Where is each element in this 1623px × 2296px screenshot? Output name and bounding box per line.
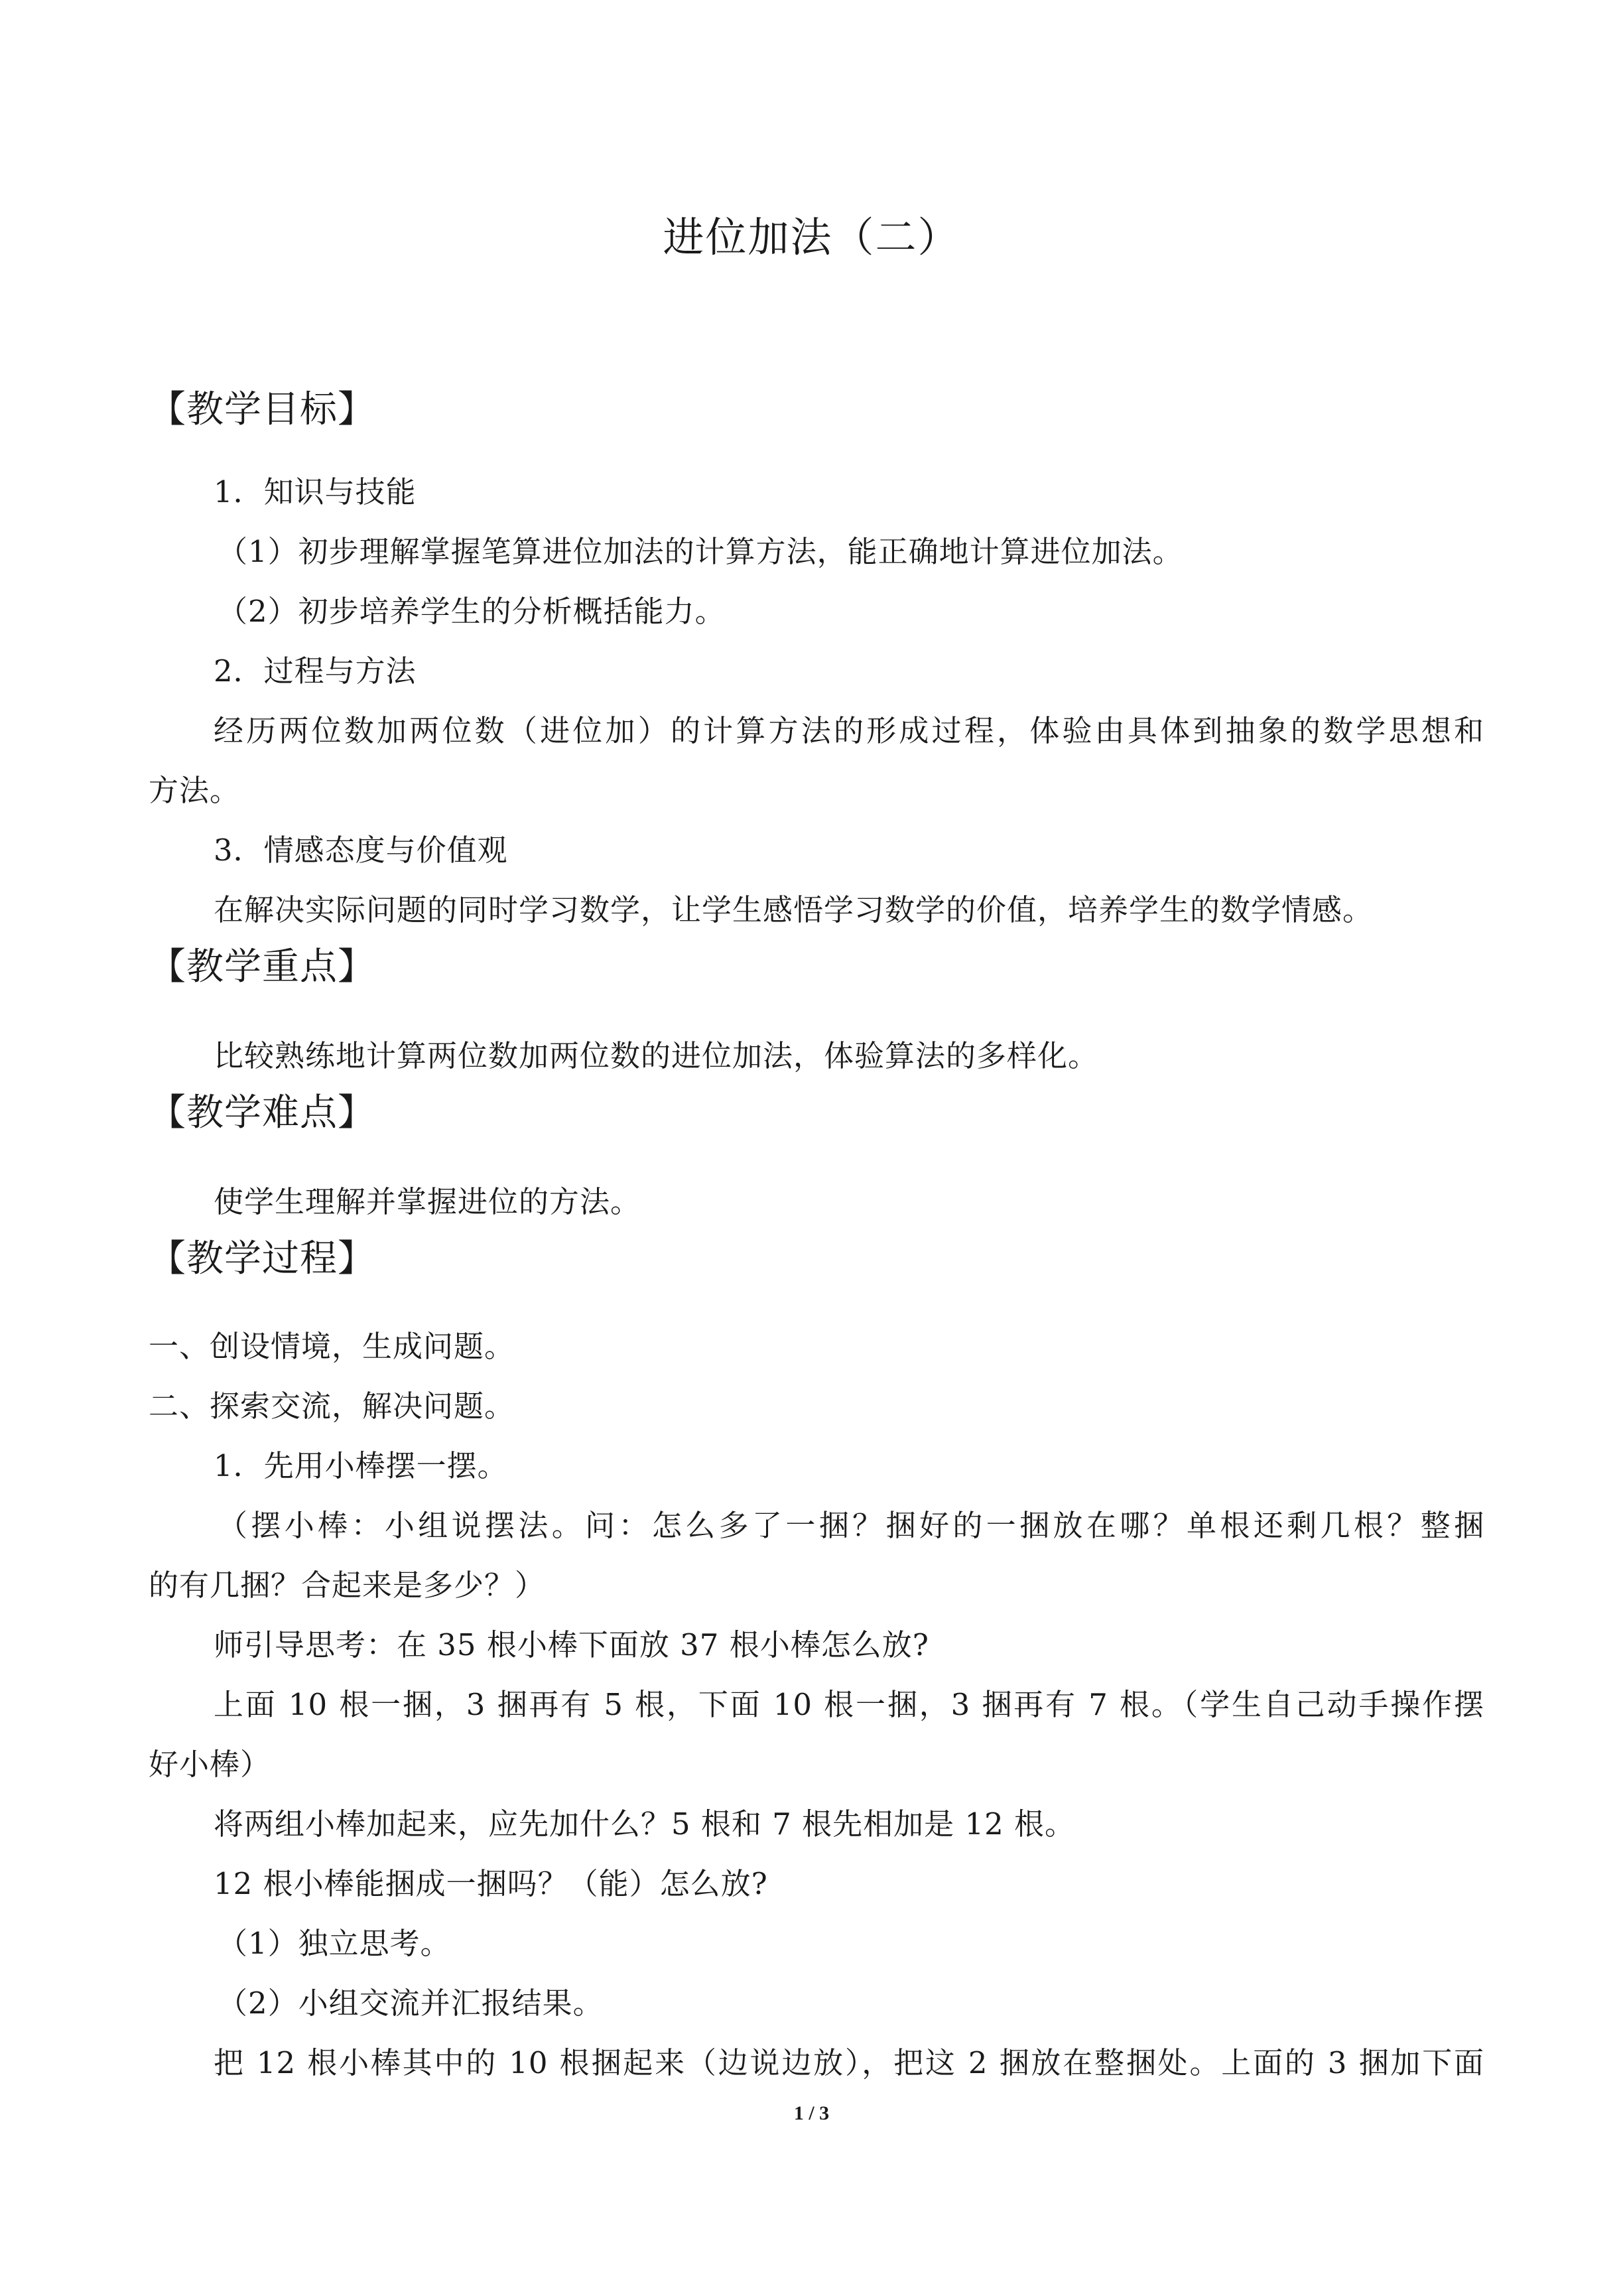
heading-teaching-goals: 【教学目标】 <box>149 388 375 431</box>
process-paragraph-8-line-1: 把 12 根小棒其中的 10 根捆起来（边说边放），把这 2 捆放在整捆处。上面的 3 捆加下面 <box>214 2045 1484 2080</box>
difficulties-text: 使学生理解并掌握进位的方法。 <box>214 1184 641 1219</box>
heading-key-points: 【教学重点】 <box>149 945 375 988</box>
goal-1-title: 1．知识与技能 <box>214 474 417 509</box>
heading-teaching-process: 【教学过程】 <box>149 1237 375 1280</box>
goal-3-text: 在解决实际问题的同时学习数学，让学生感悟学习数学的价值，培养学生的数学情感。 <box>214 892 1374 927</box>
key-points-text: 比较熟练地计算两位数加两位数的进位加法，体验算法的多样化。 <box>214 1038 1099 1073</box>
process-paragraph-3-line-1: 上面 10 根一捆，3 捆再有 5 根，下面 10 根一捆，3 捆再有 7 根。（学生自己动手操作摆 <box>214 1687 1484 1722</box>
process-paragraph-2: 师引导思考：在 35 根小棒下面放 37 根小棒怎么放? <box>214 1627 929 1662</box>
process-paragraph-1-line-2: 的有几捆？合起来是多少？） <box>149 1568 546 1603</box>
goal-1-sub-2: （2）初步培养学生的分析概括能力。 <box>218 594 726 629</box>
process-sub-1: 1．先用小棒摆一摆。 <box>214 1448 508 1483</box>
document-title: 进位加法（二） <box>663 213 960 261</box>
process-paragraph-5: 12 根小棒能捆成一捆吗？（能）怎么放? <box>214 1866 768 1901</box>
process-paragraph-3-line-2: 好小棒） <box>149 1747 271 1782</box>
goal-2-title: 2．过程与方法 <box>214 653 417 689</box>
process-paragraph-6: （1）独立思考。 <box>218 1926 451 1961</box>
process-step-1: 一、创设情境，生成问题。 <box>149 1329 515 1364</box>
goal-3-title: 3．情感态度与价值观 <box>214 833 508 868</box>
process-paragraph-1-line-1: （摆小棒：小组说摆法。问：怎么多了一捆？捆好的一捆放在哪？单根还剩几根？整捆 <box>218 1508 1484 1543</box>
page-number: 1 / 3 <box>793 2102 830 2124</box>
process-paragraph-7: （2）小组交流并汇报结果。 <box>218 1986 604 2021</box>
process-paragraph-4: 将两组小棒加起来，应先加什么？5 根和 7 根先相加是 12 根。 <box>214 1806 1076 1842</box>
goal-2-text-line-1: 经历两位数加两位数（进位加）的计算方法的形成过程，体验由具体到抽象的数学思想和 <box>214 713 1484 748</box>
heading-difficulties: 【教学难点】 <box>149 1091 375 1134</box>
process-step-2: 二、探索交流，解决问题。 <box>149 1388 515 1424</box>
goal-2-text-line-2: 方法。 <box>149 773 241 808</box>
goal-1-sub-1: （1）初步理解掌握笔算进位加法的计算方法，能正确地计算进位加法。 <box>218 534 1183 569</box>
